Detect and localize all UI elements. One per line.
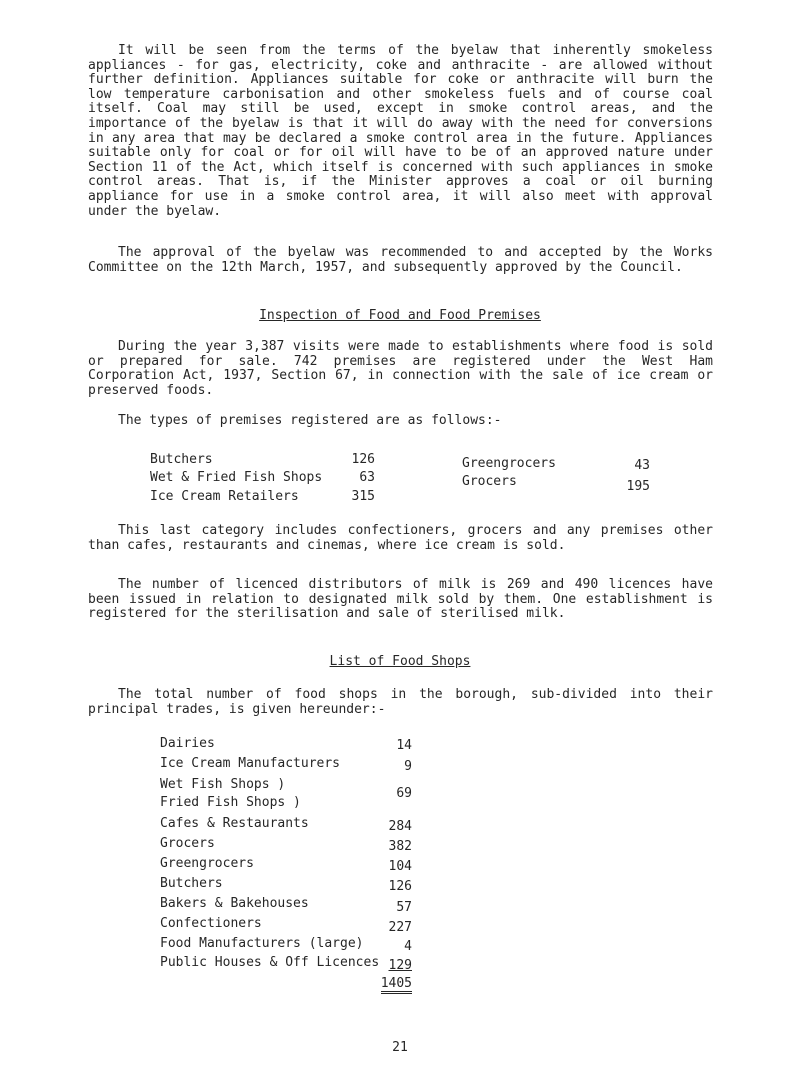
- shop-value: 9: [404, 759, 412, 774]
- registered-label: Grocers: [462, 474, 517, 489]
- shop-value: 14: [396, 738, 412, 753]
- shop-value: 126: [388, 879, 412, 894]
- table-row: [160, 795, 301, 810]
- shop-label: Confectioners: [160, 916, 262, 931]
- shop-label: Fried Fish Shops ): [160, 795, 301, 810]
- table-row: [160, 856, 254, 871]
- shop-label: Ice Cream Manufacturers: [160, 756, 341, 771]
- heading-inspection-food-premises: Inspection of Food and Food Premises: [259, 308, 541, 323]
- heading-list-of-food-shops: List of Food Shops: [329, 654, 471, 669]
- shop-label: Wet Fish Shops ): [160, 777, 286, 792]
- table-row: [150, 470, 322, 485]
- shop-value: 284: [388, 819, 412, 834]
- shop-value: [360, 958, 412, 973]
- registered-label: Ice Cream Retailers: [150, 489, 299, 504]
- shop-value: 382: [388, 839, 412, 854]
- table-row: [160, 756, 340, 771]
- paragraph-visits: During the year 3,387 visits were made to establishments where food is sold or prepared for sale. 742 premises are registered under the West Ham Corporation Act, 1937, Section 67, in connection with the sale of ice cream or preserved foods.: [88, 339, 713, 398]
- table-row: [160, 736, 215, 751]
- shop-label: Public Houses & Off Licences: [160, 955, 380, 970]
- table-row: [160, 916, 262, 931]
- registered-label: Butchers: [150, 452, 213, 467]
- table-row: [160, 896, 309, 911]
- shop-value-underlined: 129: [388, 958, 412, 973]
- table-row: [160, 876, 223, 891]
- table-row: [160, 936, 364, 951]
- paragraph-byelaw-appliances: It will be seen from the terms of the byelaw that inherently smokeless appliances - for gas, electricity, coke and anthracite - are allowed without further definition. Appliances suitable for coke or anthracite will burn the low temperature carbonisation and other smokeless fuels and of course coal itself. Coal may still be used, except in smoke control areas, and the importance of the byelaw is that it will do away with the need for conversions in any area that may be declared a smoke control area in the future. Appliances suitable only for coal or for oil will have to be of an approved nature under Section 11 of the Act, which itself is concerned with such appliances in smoke control areas. That is, if the Minister approves a coal or oil burning appliance for use in a smoke control area, it will also meet with approval under the byelaw.: [88, 43, 713, 219]
- shop-label: Greengrocers: [160, 856, 254, 871]
- paragraph-total-food-shops: The total number of food shops in the borough, sub-divided into their principal trades, is given hereunder:-: [88, 687, 713, 717]
- registered-value: 43: [634, 458, 650, 473]
- table-row: [462, 456, 556, 471]
- registered-value: 315: [351, 489, 375, 504]
- table-row: [160, 777, 285, 792]
- shop-label: Grocers: [160, 836, 215, 851]
- table-row: [160, 816, 309, 831]
- registered-value: 195: [626, 479, 650, 494]
- shop-value: 57: [396, 900, 412, 915]
- shop-value: 69: [396, 786, 412, 801]
- shop-label: Dairies: [160, 736, 215, 751]
- shop-value: 4: [404, 939, 412, 954]
- table-row: [160, 836, 215, 851]
- paragraph-byelaw-approval: The approval of the byelaw was recommended to and accepted by the Works Committee on the 12th March, 1957, and subsequently approved by the Council.: [88, 245, 713, 275]
- paragraph-types-of-premises: The types of premises registered are as follows:-: [118, 413, 502, 428]
- registered-value: 63: [359, 470, 375, 485]
- shop-label: Cafes & Restaurants: [160, 816, 309, 831]
- table-row: [150, 452, 213, 467]
- shop-total-value: 1405: [381, 976, 412, 994]
- registered-label: Greengrocers: [462, 456, 556, 471]
- registered-value: 126: [351, 452, 375, 467]
- shop-total: [360, 976, 412, 991]
- shop-value: 104: [388, 859, 412, 874]
- shop-value: 227: [388, 920, 412, 935]
- table-row: [150, 489, 299, 504]
- page-number: 21: [392, 1040, 408, 1055]
- paragraph-milk-licences: The number of licenced distributors of milk is 269 and 490 licences have been issued in relation to designated milk sold by them. One establishment is registered for the sterilisation and sale of sterilised milk.: [88, 577, 713, 622]
- shop-label: Butchers: [160, 876, 223, 891]
- table-row: [160, 955, 379, 970]
- shop-label: Bakers & Bakehouses: [160, 896, 309, 911]
- table-row: [462, 474, 517, 489]
- shop-label: Food Manufacturers (large): [160, 936, 364, 951]
- paragraph-ice-cream-category: This last category includes confectioners, grocers and any premises other than cafes, restaurants and cinemas, where ice cream is sold.: [88, 523, 713, 553]
- registered-label: Wet & Fried Fish Shops: [150, 470, 323, 485]
